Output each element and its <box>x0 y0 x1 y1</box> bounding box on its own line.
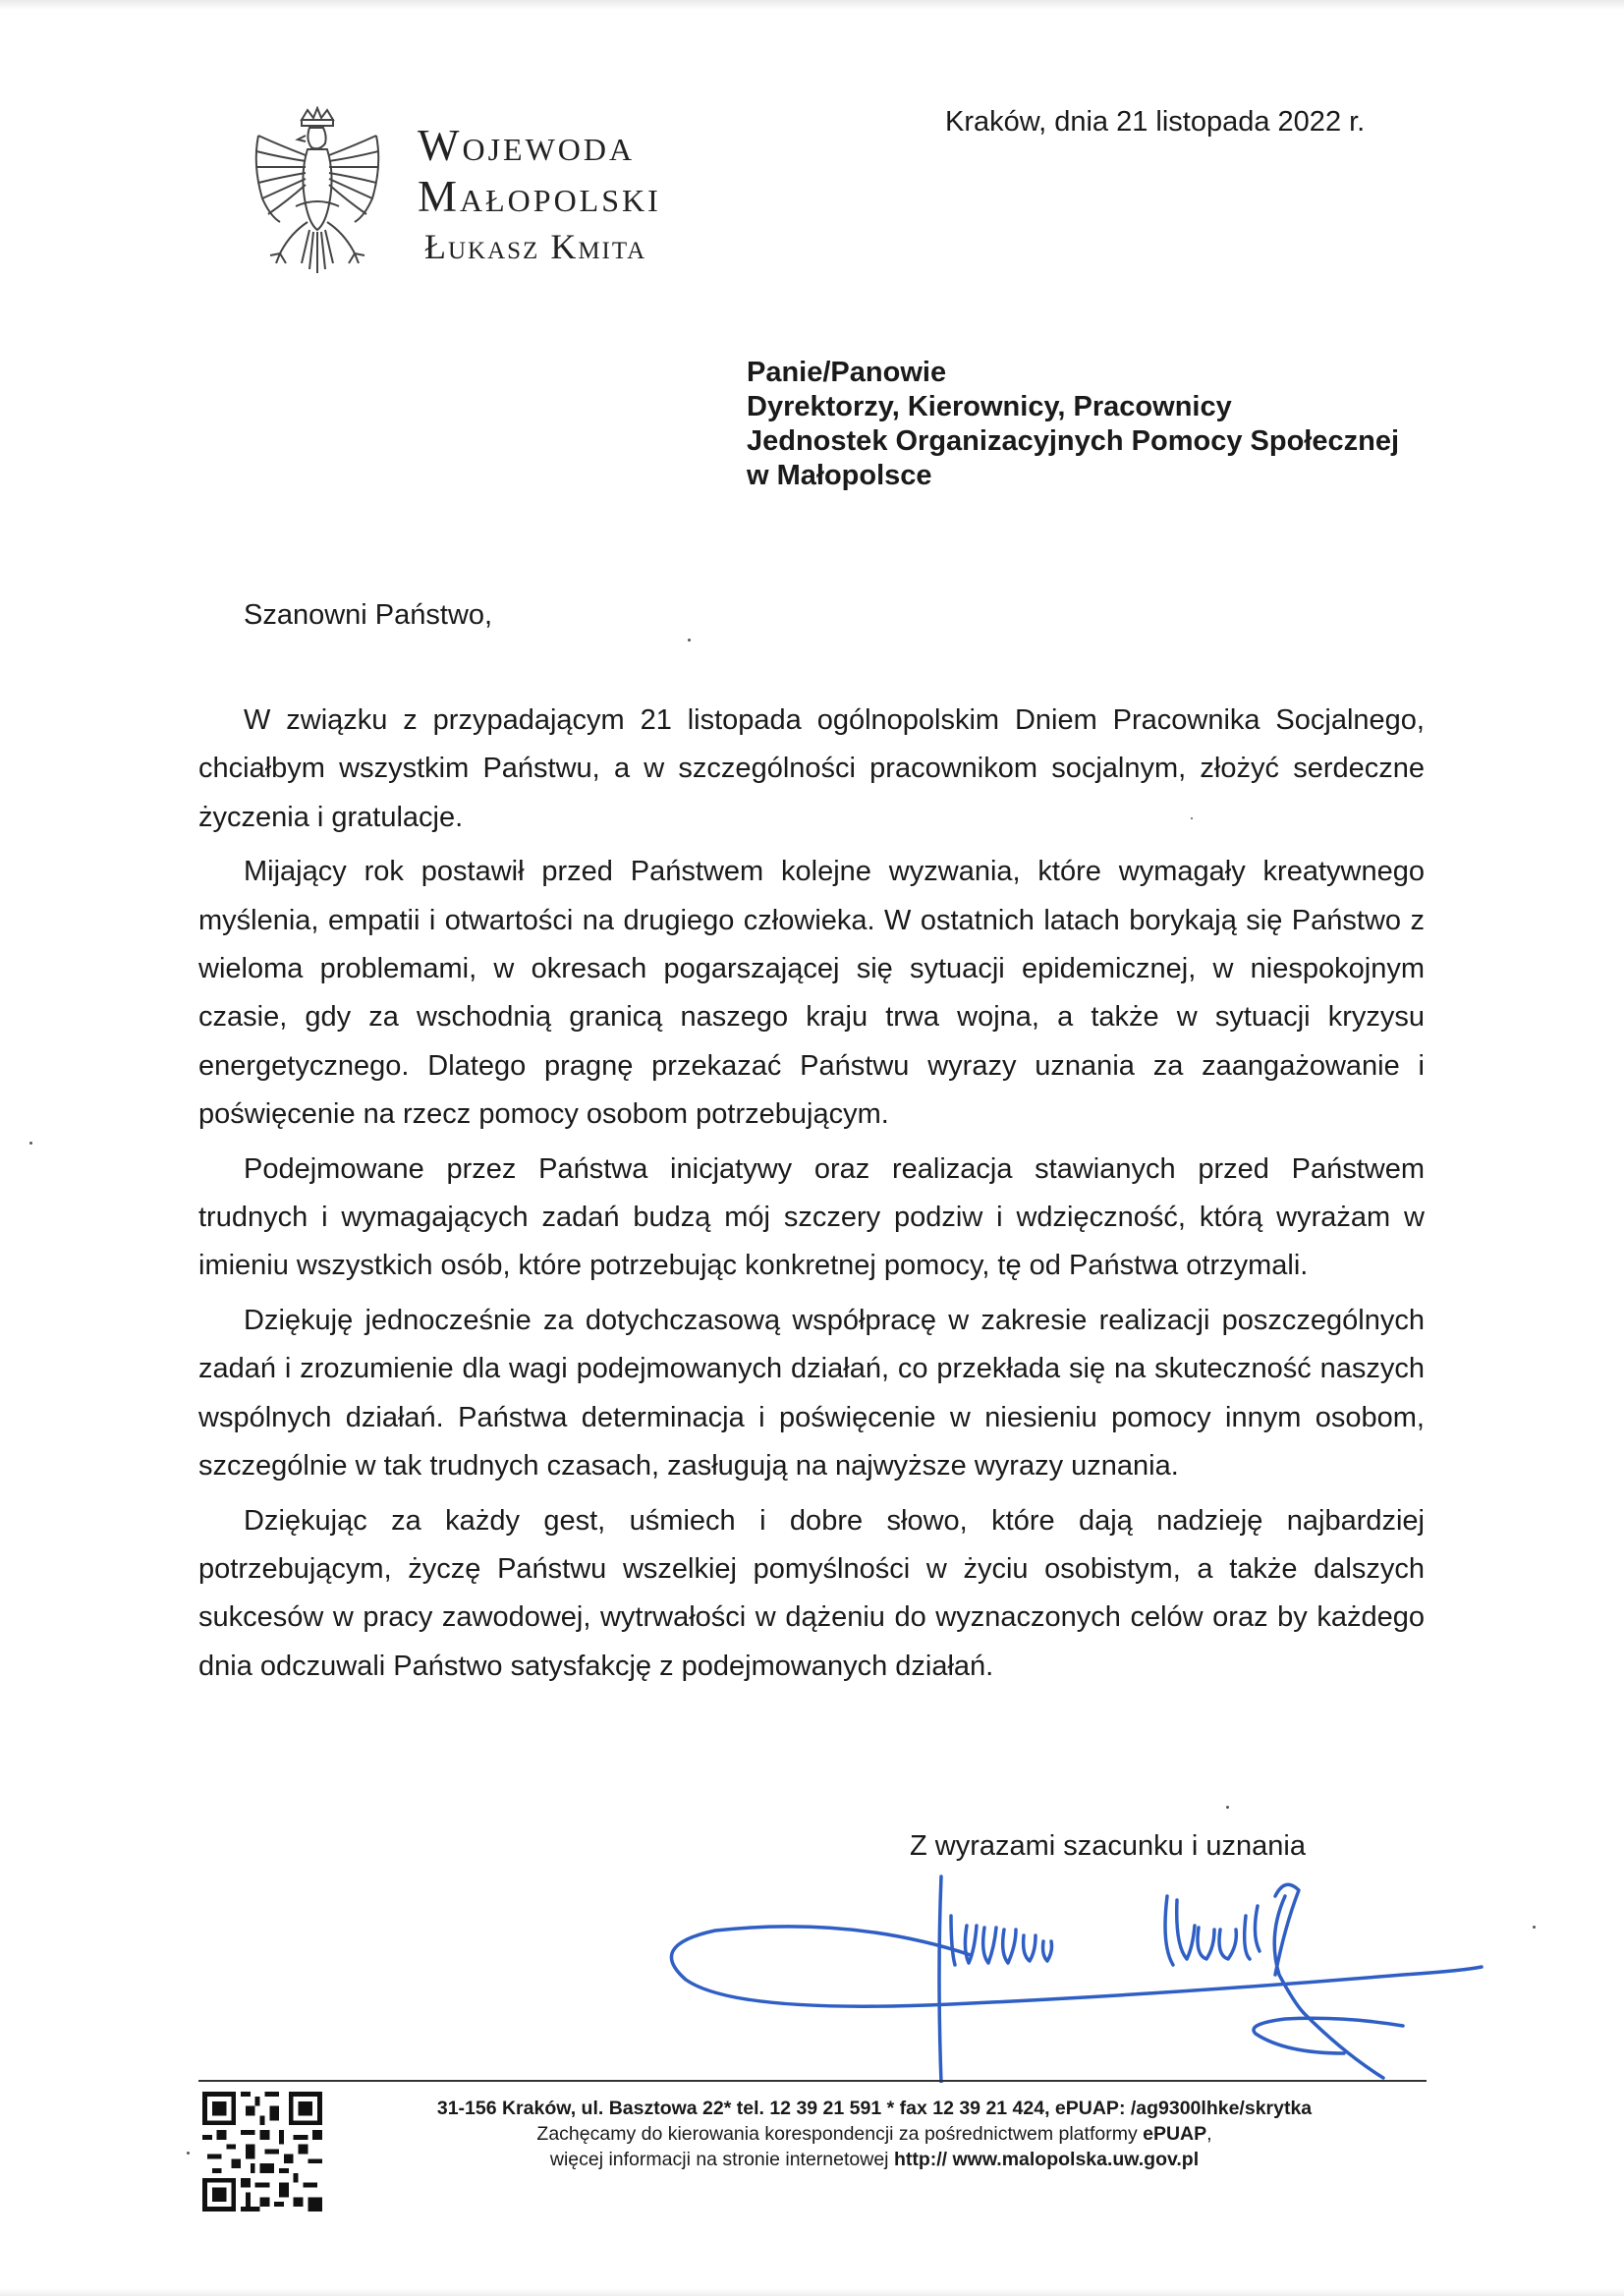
footer-epuap-text: Zachęcamy do kierowania korespondencji za pośrednictwem platformy <box>536 2123 1144 2145</box>
polish-eagle-emblem-icon <box>251 106 383 283</box>
scan-bottom-edge <box>0 2288 1624 2296</box>
scan-speck <box>1191 817 1193 819</box>
body-paragraph: W związku z przypadającym 21 listopada ogólnopolskim Dniem Pracownika Socjalnego, chciałbym wszystkim Państwu, a w szczególności pracownikom socjalnym, złożyć serdeczne życzenia i gratulacje. <box>198 704 1425 833</box>
body-paragraph: Mijający rok postawił przed Państwem kolejne wyzwania, które wymagały kreatywnego myślenia, empatii i otwartości na drugiego człowieka. W ostatnich latach borykają się Państwo z wieloma problemami, w okresach pogarszającej się sytuacji epidemicznej, w niespokojnym czasie, gdy za wschodnią granicą naszego kraju trwa wojna, a także w sytuacji kryzysu energetycznego. Dlatego pragnę przekazać Państwu wyrazy uznania za zaangażowanie i poświęcenie na rzecz pomocy osobom potrzebującym. <box>198 856 1425 1131</box>
recipient-line: Panie/Panowie <box>747 357 947 388</box>
footer-web-line <box>334 2147 1415 2172</box>
body-paragraph: Dziękuję jednocześnie za dotychczasową współpracę w zakresie realizacji poszczególnych zadań i zrozumienie dla wagi podejmowanych działań, co przekłada się na skuteczność naszych wspólnych działań. Państwa determinacja i poświęcenie w niesieniu pomocy innym osobom, szczególnie w tak trudnych czasach, zasługują na najwyższe wyrazy uznania. <box>198 1304 1425 1483</box>
footer-contact <box>334 2096 1415 2172</box>
handwritten-signature <box>656 1857 1501 2083</box>
closing-phrase: Z wyrazami szacunku i uznania <box>910 1830 1306 1862</box>
letter-date: Kraków, dnia 21 listopada 2022 r. <box>945 106 1366 138</box>
footer-web-link[interactable]: http:// www.malopolska.uw.gov.pl <box>893 2149 1200 2170</box>
scan-speck <box>29 1142 32 1145</box>
footer-epuap-name: ePUAP <box>1143 2123 1207 2145</box>
qr-code-icon <box>202 2091 322 2212</box>
scan-top-edge <box>0 0 1624 10</box>
office-header <box>418 120 661 269</box>
recipient-line: Jednostek Organizacyjnych Pomocy Społecznej <box>747 425 1399 457</box>
scan-speck <box>1533 1926 1536 1929</box>
office-holder-name: Łukasz Kmita <box>424 227 647 266</box>
scan-speck <box>187 2152 190 2155</box>
scan-speck <box>1226 1806 1229 1809</box>
recipient-line: w Małopolsce <box>747 460 932 491</box>
recipient-block <box>747 356 1399 493</box>
office-title-line1: Wojewoda <box>418 121 636 170</box>
footer-epuap-line <box>334 2121 1415 2147</box>
office-title-line2: Małopolski <box>418 172 661 221</box>
salutation: Szanowni Państwo, <box>244 599 493 631</box>
body-paragraph: Dziękując za każdy gest, uśmiech i dobre słowo, które dają nadzieję najbardziej potrzebującym, życzę Państwu wszelkiej pomyślności w życiu osobistym, a także dalszych sukcesów w pracy zawodowej, wytrwałości w dążeniu do wyznaczonych celów oraz by każdego dnia odczuwali Państwo satysfakcję z podejmowanych działań. <box>198 1504 1425 1682</box>
footer-epuap-suffix: , <box>1206 2123 1212 2145</box>
scan-speck <box>688 639 691 642</box>
recipient-line: Dyrektorzy, Kierownicy, Pracownicy <box>747 391 1232 422</box>
footer-divider <box>198 2080 1427 2082</box>
body-paragraph: Podejmowane przez Państwa inicjatywy oraz realizacja stawianych przed Państwem trudnych i wymagających zadań budzą mój szczery podziw i wdzięczność, którą wyrażam w imieniu wszystkich osób, które potrzebując konkretnej pomocy, tę od Państwa otrzymali. <box>198 1152 1425 1282</box>
footer-web-text: więcej informacji na stronie internetowej <box>549 2149 894 2170</box>
footer-address: 31-156 Kraków, ul. Basztowa 22* tel. 12 39 21 591 * fax 12 39 21 424, ePUAP: /ag9300lhke/skrytka <box>436 2098 1313 2119</box>
letter-body <box>198 697 1425 1697</box>
